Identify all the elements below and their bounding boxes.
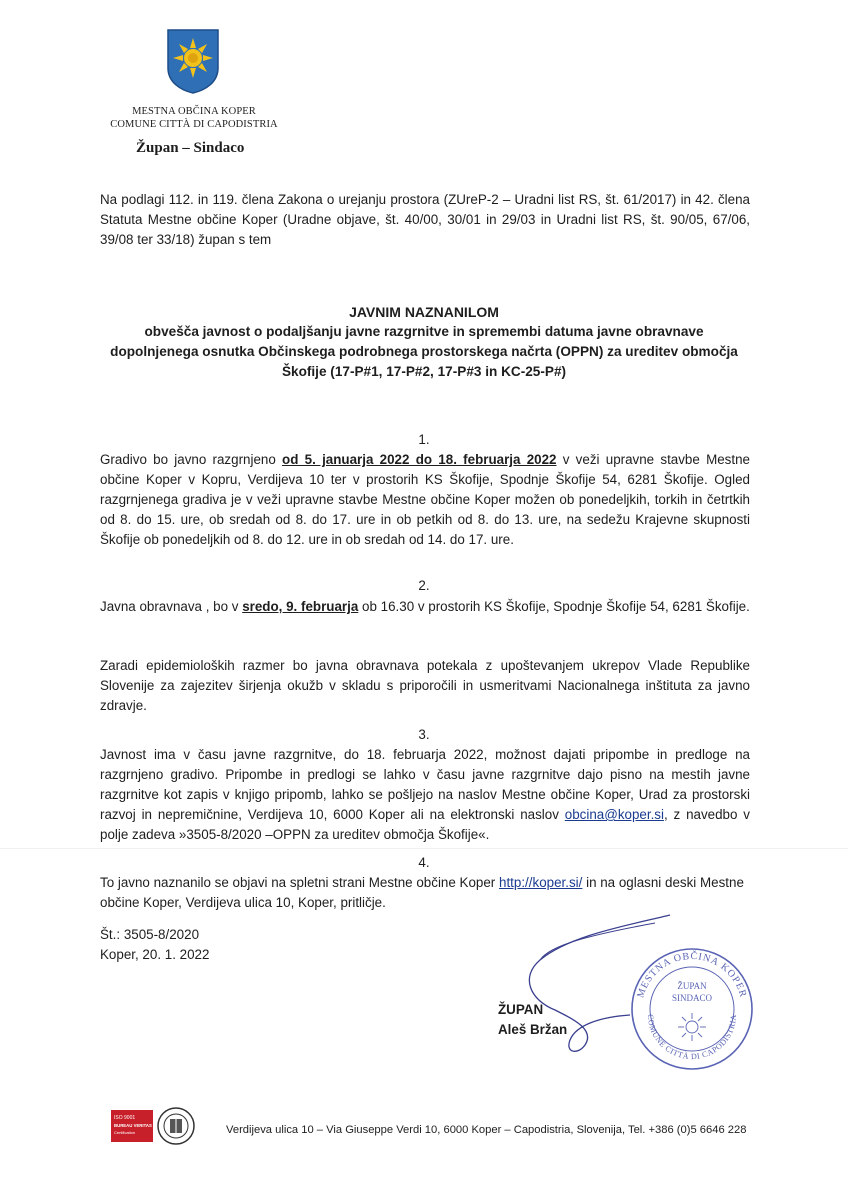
place-date: Koper, 20. 1. 2022 (100, 947, 210, 962)
scan-line (0, 848, 848, 849)
section-2-text-after: ob 16.30 v prostorih KS Škofije, Spodnje Škofije 54, 6281 Škofije. (358, 599, 750, 614)
official-stamp (628, 945, 756, 1073)
stamp-bottom-text: COMUNE CITTÀ DI CAPODISTRIA (645, 1013, 739, 1062)
intro-paragraph: Na podlagi 112. in 119. člena Zakona o urejanju prostora (ZUreP-2 – Uradni list RS, št. 61/2017) in 42. člena Statuta Mestne občine Koper (Uradne objave, št. 40/00, 30/01 in 29/03 in Uradni list RS, št. 90/05, 67/06, 39/08 ter 33/18) župan s tem (100, 192, 750, 247)
section-2-text-before: Javna obravnava , bo v (100, 599, 243, 614)
municipality-name (104, 105, 284, 131)
section-3-text-before: Javnost ima v času javne razgrnitve, do 18. februarja 2022, možnost dajati pripombe in predloge na razgrnjeno gradivo. Pripombe in predlogi se lahko v času javne razgrnitve dajo pisno na mestih javne razgrnitve kot zapis v knjigo pripomb, lahko se pošljejo na naslov Mestne občine Koper, Urad za prostorski razvoj in nepremičnine, Verdijeva 10, 6000 Koper ali na elektronski naslov (100, 747, 750, 822)
bureau-veritas-seal-icon (156, 1106, 196, 1146)
announcement-title (100, 302, 748, 382)
announcement-heading: JAVNIM NAZNANILOM (349, 304, 499, 320)
cert-line-1: ISO 9001 (114, 1115, 136, 1121)
svg-text:MESTNA OBČINA KOPER (635, 950, 748, 999)
signature-block (498, 1000, 567, 1040)
office-title: Župan – Sindaco (136, 140, 245, 156)
section-4-text-before: To javno naznanilo se objavi na spletni strani Mestne občine Koper (100, 875, 499, 890)
section-1-text-after: v veži upravne stavbe Mestne občine Koper v Kopru, Verdijeva 10 ter v prostorih KS Škofije, Spodnje Škofije 54, 6281 Škofije. Ogled razgrnjenega gradiva je v veži upravne stavbe Mestne občine Koper možen ob ponedeljkih, torkih in četrtkih od 8. do 15. ure, ob sredah od 8. do 17. ure in ob petkih od 8. do 13. ure, na sedežu Krajevne skupnosti Škofije ob ponedeljkih od 8. do 12. ure in ob sredah od 14. do 17. ure. (100, 452, 750, 547)
municipality-name-sl: MESTNA OBČINA KOPER (132, 106, 256, 117)
section-1-text-before: Gradivo bo javno razgrnjeno (100, 452, 283, 467)
municipality-name-it: COMUNE CITTÀ DI CAPODISTRIA (110, 119, 278, 130)
section-4-number: 4. (418, 855, 430, 870)
section-3-text (100, 745, 750, 845)
sun-crest-icon (166, 28, 220, 94)
section-1-number: 1. (418, 432, 430, 447)
section-2-number: 2. (418, 578, 430, 593)
footer-address: Verdijeva ulica 10 – Via Giuseppe Verdi 10, 6000 Koper – Capodistria, Slovenija, Tel. +386 (0)5 6646 228 (226, 1124, 747, 1136)
stamp-top-text: MESTNA OBČINA KOPER (635, 950, 749, 1000)
section-4-text-after: in na oglasni deski Mestne občine Koper, Verdijeva ulica 10, Koper, pritličje. (100, 875, 744, 910)
section-2-date: sredo, 9. februarja (242, 599, 359, 614)
section-2-text (100, 597, 750, 617)
stamp-center-line-2: SINDACO (671, 993, 713, 1003)
section-3-number: 3. (418, 727, 430, 742)
website-link[interactable]: http://koper.si/ (499, 875, 583, 890)
announcement-subtitle: obvešča javnost o podaljšanju javne razgrnitve in spremembi datuma javne obravnave dopolnjenega osnutka Občinskega podrobnega prostorskega načrta (OPPN) za ureditev območja Škofije (17-P#1, 17-P#2, 17-P#3 in KC-25-P#) (110, 324, 738, 379)
mayor-name: Aleš Bržan (498, 1022, 568, 1037)
reference-number: Št.: 3505-8/2020 (100, 927, 200, 942)
email-link[interactable]: obcina@koper.si (564, 807, 664, 822)
section-1-dates: od 5. januarja 2022 do 18. februarja 2022 (282, 452, 557, 467)
cert-line-3: Certification (114, 1130, 136, 1135)
stamp-sun-icon (678, 1013, 706, 1041)
cert-line-2: BUREAU VERITAS (114, 1123, 152, 1128)
iso-certification-badge (111, 1110, 153, 1142)
stamp-center-line-1: ŽUPAN (677, 981, 707, 991)
section-2-note: Zaradi epidemioloških razmer bo javna obravnava potekala z upoštevanjem ukrepov Vlade Republike Slovenije za zajezitev širjenja okužb v skladu s priporočili in usmeritvami Nacionalnega inštituta za javno zdravje. (100, 658, 750, 713)
section-3-text-after: , z navedbo v polje zadeva »3505-8/2020 –OPPN za ureditev območja Škofije«. (100, 807, 750, 842)
mayor-role: ŽUPAN (498, 1002, 544, 1017)
section-1-text (100, 450, 750, 550)
